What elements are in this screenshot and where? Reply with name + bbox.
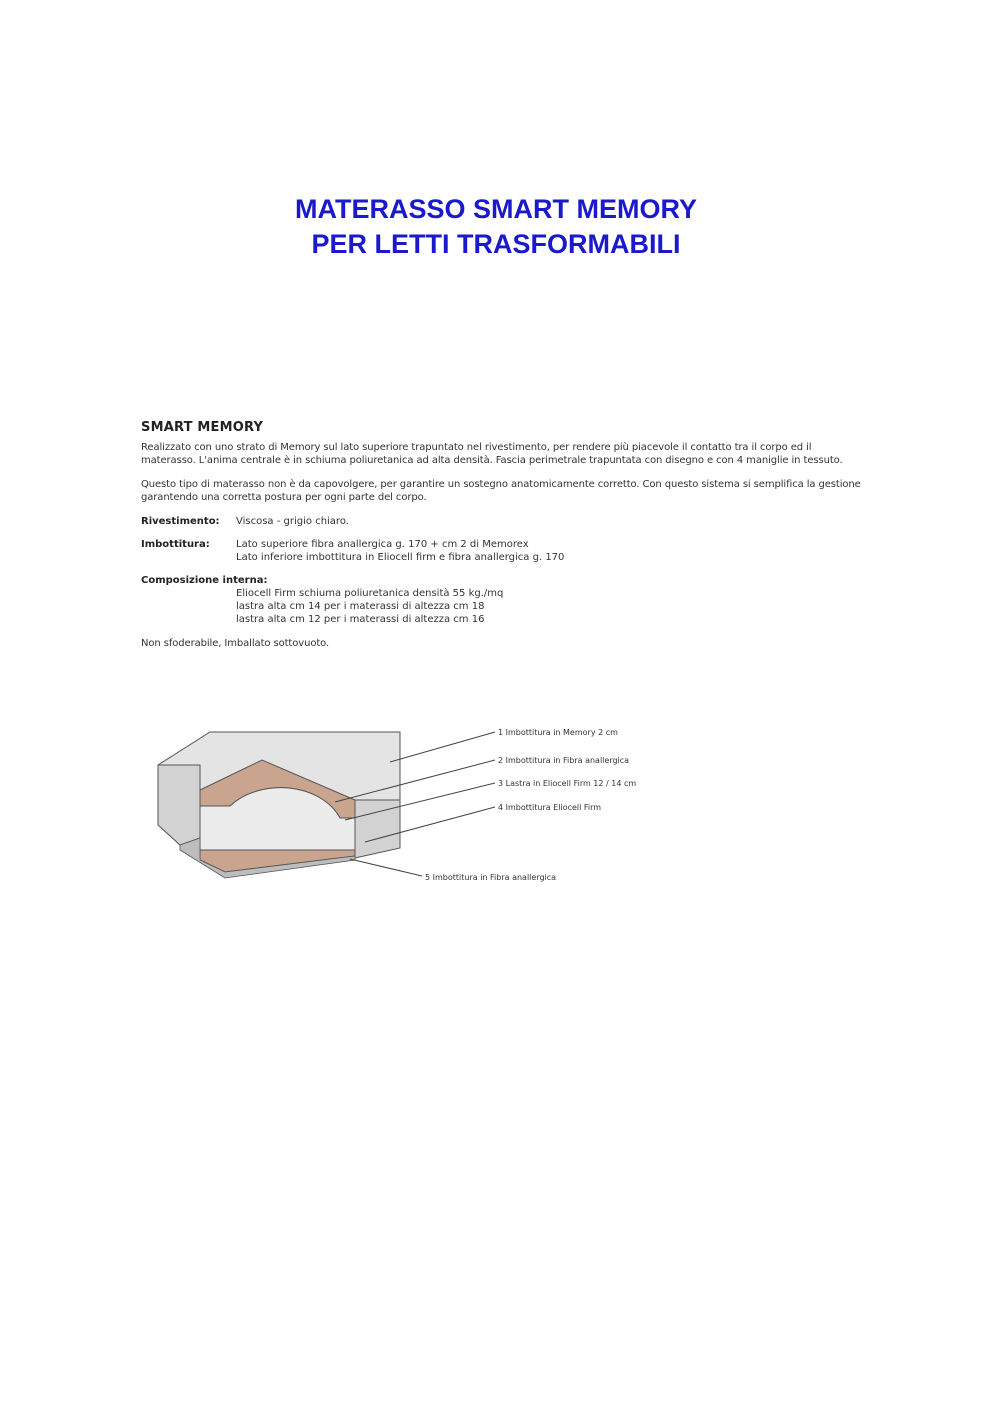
composizione-line: lastra alta cm 14 per i materassi di altezza cm 18 bbox=[236, 601, 485, 612]
rivestimento-row bbox=[141, 515, 861, 528]
intro-paragraph: Realizzato con uno strato di Memory sul lato superiore trapuntato nel rivestimento, per rendere più piacevole il contatto tra il corpo ed il materasso. L'anima centrale è in schiuma poliuretanica ad alta densità. Fascia perimetrale trapuntata con disegno e con 4 maniglie in tessuto. bbox=[141, 442, 843, 466]
mattress-diagram bbox=[150, 720, 670, 890]
diagram-label-2: 2 Imbottitura in Fibra anallergica bbox=[498, 756, 630, 765]
diagram-label-5: 5 Imbottitura in Fibra anallergica bbox=[425, 873, 557, 882]
title-line-1: MATERASSO SMART MEMORY bbox=[295, 194, 697, 224]
imbottitura-line: Lato superiore fibra anallergica g. 170 + cm 2 di Memorex bbox=[236, 539, 529, 550]
leader-line bbox=[350, 859, 422, 876]
imbottitura-row bbox=[141, 538, 861, 564]
composizione-line: Eliocell Firm schiuma poliuretanica densità 55 kg./mq bbox=[236, 588, 504, 599]
product-sheet bbox=[141, 420, 861, 661]
rivestimento-value: Viscosa - grigio chiaro. bbox=[236, 516, 349, 527]
diagram-label-4: 4 Imbottitura Eliocell Firm bbox=[498, 803, 602, 812]
product-heading: SMART MEMORY bbox=[141, 420, 264, 435]
diagram-label-1: 1 Imbottitura in Memory 2 cm bbox=[498, 728, 618, 737]
page-title bbox=[0, 192, 992, 262]
title-line-2: PER LETTI TRASFORMABILI bbox=[311, 229, 681, 259]
imbottitura-line: Lato inferiore imbottitura in Eliocell firm e fibra anallergica g. 170 bbox=[236, 552, 565, 563]
imbottitura-value bbox=[236, 538, 564, 564]
composizione-line: lastra alta cm 12 per i materassi di altezza cm 16 bbox=[236, 614, 485, 625]
mattress-cross-section-illustration bbox=[150, 720, 670, 890]
diagram-label-3: 3 Lastra in Eliocell Firm 12 / 14 cm bbox=[498, 779, 637, 788]
mattress-front-face bbox=[158, 765, 200, 845]
imbottitura-label: Imbottitura: bbox=[141, 539, 210, 550]
composizione-block bbox=[141, 574, 861, 626]
footer-note: Non sfoderabile, Imballato sottovuoto. bbox=[141, 638, 330, 649]
leader-line bbox=[390, 732, 495, 762]
composizione-label: Composizione interna: bbox=[141, 575, 268, 586]
composizione-value bbox=[141, 587, 861, 626]
mattress-right-face bbox=[355, 800, 400, 858]
rivestimento-label: Rivestimento: bbox=[141, 516, 220, 527]
support-paragraph: Questo tipo di materasso non è da capovolgere, per garantire un sostegno anatomicamente corretto. Con questo sistema si semplifica la gestione garantendo una corretta postura per ogni parte del corpo. bbox=[141, 479, 861, 503]
